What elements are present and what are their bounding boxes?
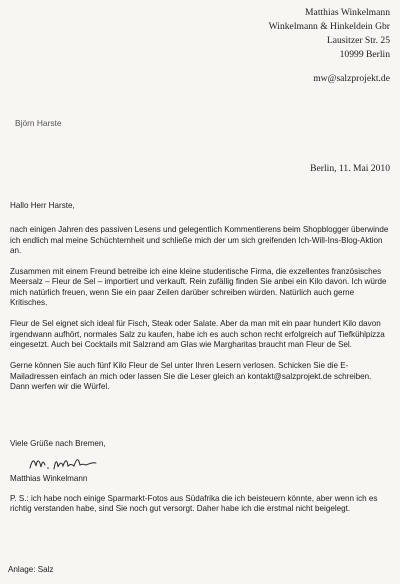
sender-city: 10999 Berlin xyxy=(339,49,390,60)
attachment-note: Anlage: Salz xyxy=(8,565,54,574)
sender-name: Matthias Winkelmann xyxy=(305,7,390,18)
handwritten-signature xyxy=(28,452,108,474)
postscript: P. S.: ich habe noch einige Sparmarkt-Fotos aus Südafrika die ich beisteuern könnte, aber wenn ich es richtig verstanden habe, sind Sie noch gut versorgt. Daher habe ich die erstmal nicht beigelegt. xyxy=(10,494,378,514)
recipient-name: Björn Harste xyxy=(15,118,62,128)
paragraph-raffle: Gerne können Sie auch fünf Kilo Fleur de Sel unter Ihren Lesern verlosen. Schicken Sie die E-Mailadressen einfach an mich oder lassen Sie die Leser gleich an kontakt@salzprojekt.de schreiben. Dann werfen wir die Würfel. xyxy=(10,361,372,391)
paragraph-company: Zusammen mit einem Freund betreibe ich eine kleine studentische Firma, die exzellentes französisches Meersalz – Fleur de Sel – importiert und verkauft. Rein zufällig finden Sie anbei ein Kilo davon. Ich würde mich natürlich freuen, wenn Sie ein paar Zeilen darüber schreiben würden. Natürlich auch gerne Kritisches. xyxy=(10,267,387,308)
letter-date: Berlin, 11. Mai 2010 xyxy=(310,163,390,174)
paragraph-intro: nach einigen Jahren des passiven Lesens und gelegentlich Kommentierens beim Shopblogger überwinde ich endlich mal meine Schüchternheit und schließe mich der um sich greifenden Ich-Will-Ins-Blog-Aktion an. xyxy=(10,225,389,255)
sender-address xyxy=(269,6,390,62)
closing: Viele Grüße nach Bremen, xyxy=(10,439,106,448)
paragraph-usage: Fleur de Sel eignet sich ideal für Fisch, Steak oder Salate. Aber da man mit ein paar hundert Kilo davon irgendwann aufhört, normales Salz zu kaufen, habe ich es auch schon recht erfolgreich auf Tiefkühlpizza eingesetzt. Auch bei Cocktails mit Salzrand am Glas wie Margharitas braucht man Fleur de Sel. xyxy=(10,319,385,349)
greeting: Hallo Herr Harste, xyxy=(10,201,75,210)
signer-name: Matthias Winkelmann xyxy=(10,474,88,483)
sender-company: Winkelmann & Hinkeldein Gbr xyxy=(268,21,390,32)
letter-body xyxy=(10,201,392,403)
sender-email: mw@salzprojekt.de xyxy=(313,73,390,84)
sender-street: Lausitzer Str. 25 xyxy=(326,35,390,46)
